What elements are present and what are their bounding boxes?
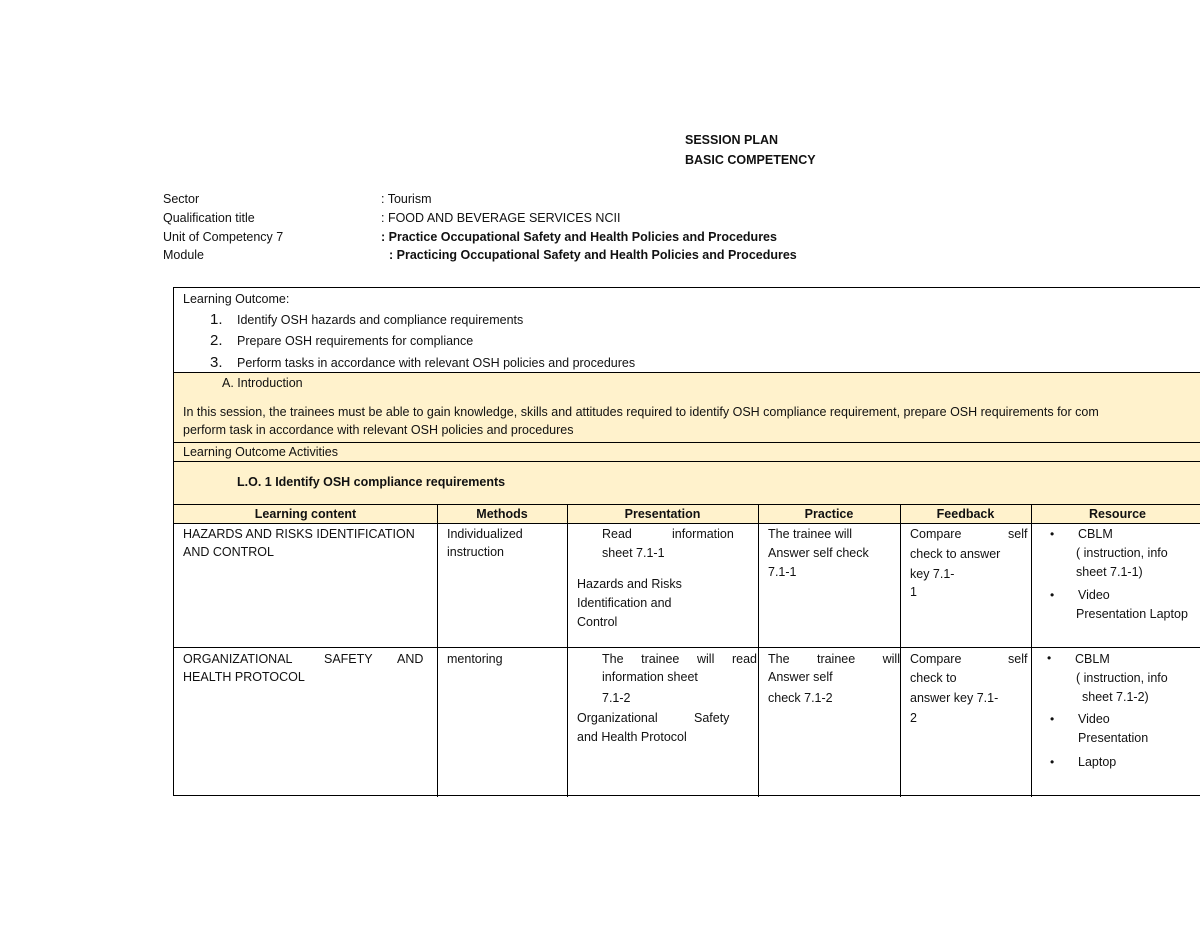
divider — [174, 461, 1200, 462]
header-feedback: Feedback — [936, 507, 995, 521]
bullet-icon: • — [1050, 588, 1055, 602]
header-learning-content: Learning content — [254, 507, 357, 521]
presentation-cell-word: information — [672, 527, 734, 541]
lo1-title: L.O. 1 Identify OSH compliance requirements — [237, 475, 506, 489]
column-divider — [1031, 504, 1032, 797]
bullet-icon: • — [1050, 527, 1055, 541]
divider — [174, 523, 1200, 524]
methods-cell-line: instruction — [447, 545, 504, 559]
feedback-cell-line: key 7.1- — [910, 567, 955, 581]
presentation-cell-word: Read — [602, 527, 632, 541]
session-table — [173, 287, 1200, 796]
lo-item-number: 2. — [210, 332, 223, 349]
lo-item-text: Identify OSH hazards and compliance requirements — [237, 313, 524, 327]
presentation-cell-word: Organizational — [577, 711, 658, 725]
practice-cell-line: Answer self check — [768, 546, 869, 560]
practice-cell-line: The trainee will — [768, 652, 900, 666]
lo-item-text: Prepare OSH requirements for compliance — [237, 334, 474, 348]
resource-cell-line: ( instruction, info — [1076, 671, 1168, 685]
column-divider — [900, 504, 901, 797]
resource-cell-line: sheet 7.1-2) — [1082, 690, 1149, 704]
column-divider — [758, 504, 759, 797]
column-divider — [567, 504, 568, 797]
resource-cell-line: Laptop — [1078, 755, 1117, 769]
learning-outcome-activities-label: Learning Outcome Activities — [183, 445, 338, 459]
qualification-label: Qualification title — [163, 211, 255, 225]
header-presentation: Presentation — [624, 507, 701, 521]
feedback-cell-word: self — [1008, 527, 1028, 541]
learning-content-cell-word: SAFETY — [324, 652, 373, 666]
presentation-cell-line: and Health Protocol — [577, 730, 687, 744]
unit-value: : Practice Occupational Safety and Health Policies and Procedures — [381, 230, 777, 244]
header-practice: Practice — [804, 507, 854, 521]
methods-cell-line: mentoring — [447, 652, 503, 666]
resource-cell-line: ( instruction, info — [1076, 546, 1168, 560]
header-methods: Methods — [476, 507, 528, 521]
feedback-cell-line: check to — [910, 671, 957, 685]
resource-cell-line: Presentation — [1078, 731, 1149, 745]
presentation-cell-line: sheet 7.1-1 — [602, 546, 665, 560]
bullet-icon: • — [1050, 755, 1055, 769]
feedback-cell-word: Compare — [910, 527, 962, 541]
lo-item-text: Perform tasks in accordance with relevant OSH policies and procedures — [237, 356, 636, 370]
basic-competency-subtitle: BASIC COMPETENCY — [685, 153, 816, 167]
divider — [174, 372, 1200, 373]
divider — [174, 647, 1200, 648]
feedback-cell-word: Compare — [910, 652, 962, 666]
qualification-value: : FOOD AND BEVERAGE SERVICES NCII — [381, 211, 621, 225]
feedback-cell-word: self — [1008, 652, 1028, 666]
presentation-cell-line: Control — [577, 615, 618, 629]
feedback-cell-line: 2 — [910, 711, 917, 725]
learning-content-cell-line: HAZARDS AND RISKS IDENTIFICATION — [183, 527, 415, 541]
methods-cell-line: Individualized — [447, 527, 523, 541]
resource-cell-line: sheet 7.1-1) — [1076, 565, 1143, 579]
learning-content-cell-word: AND — [397, 652, 424, 666]
module-label: Module — [163, 248, 204, 262]
resource-cell-line: Presentation Laptop — [1076, 607, 1188, 621]
resource-cell-line: CBLM — [1078, 527, 1113, 541]
practice-cell-line: Answer self — [768, 670, 833, 684]
bullet-icon: • — [1047, 651, 1052, 665]
introduction-text-line: In this session, the trainees must be able to gain knowledge, skills and attitudes required to identify OSH compliance requirement, prepare OSH requirements for com — [183, 405, 1099, 419]
unit-label: Unit of Competency 7 — [163, 230, 284, 244]
learning-content-cell-line: AND CONTROL — [183, 545, 274, 559]
sector-label: Sector — [163, 192, 200, 206]
introduction-text-line: perform task in accordance with relevant OSH policies and procedures — [183, 423, 574, 437]
sector-value: : Tourism — [381, 192, 432, 206]
column-divider — [437, 504, 438, 797]
learning-outcome-label: Learning Outcome: — [183, 292, 290, 306]
lo-item-number: 1. — [210, 311, 223, 328]
introduction-heading: A. Introduction — [222, 376, 303, 390]
presentation-cell-line: information sheet — [602, 670, 698, 684]
presentation-cell-word: Safety — [694, 711, 730, 725]
resource-cell-line: CBLM — [1075, 652, 1110, 666]
feedback-cell-line: 1 — [910, 585, 917, 599]
bullet-icon: • — [1050, 712, 1055, 726]
resource-cell-line: Video — [1078, 588, 1110, 602]
learning-content-cell-line: HEALTH PROTOCOL — [183, 670, 305, 684]
feedback-cell-line: answer key 7.1- — [910, 691, 999, 705]
practice-cell-line: The trainee will — [768, 527, 853, 541]
presentation-cell-line: The trainee will read — [602, 652, 757, 666]
module-value: : Practicing Occupational Safety and Health Policies and Procedures — [389, 248, 797, 262]
presentation-cell-line: Hazards and Risks — [577, 577, 682, 591]
practice-cell-line: 7.1-1 — [768, 565, 797, 579]
presentation-cell-line: Identification and — [577, 596, 672, 610]
feedback-cell-line: check to answer — [910, 547, 1001, 561]
practice-cell-line: check 7.1-2 — [768, 691, 833, 705]
presentation-cell-line: 7.1-2 — [602, 691, 631, 705]
session-plan-title: SESSION PLAN — [685, 133, 779, 147]
resource-cell-line: Video — [1078, 712, 1110, 726]
learning-content-cell-word: ORGANIZATIONAL — [183, 652, 293, 666]
header-resource: Resource — [1089, 507, 1146, 521]
lo-item-number: 3. — [210, 354, 223, 371]
